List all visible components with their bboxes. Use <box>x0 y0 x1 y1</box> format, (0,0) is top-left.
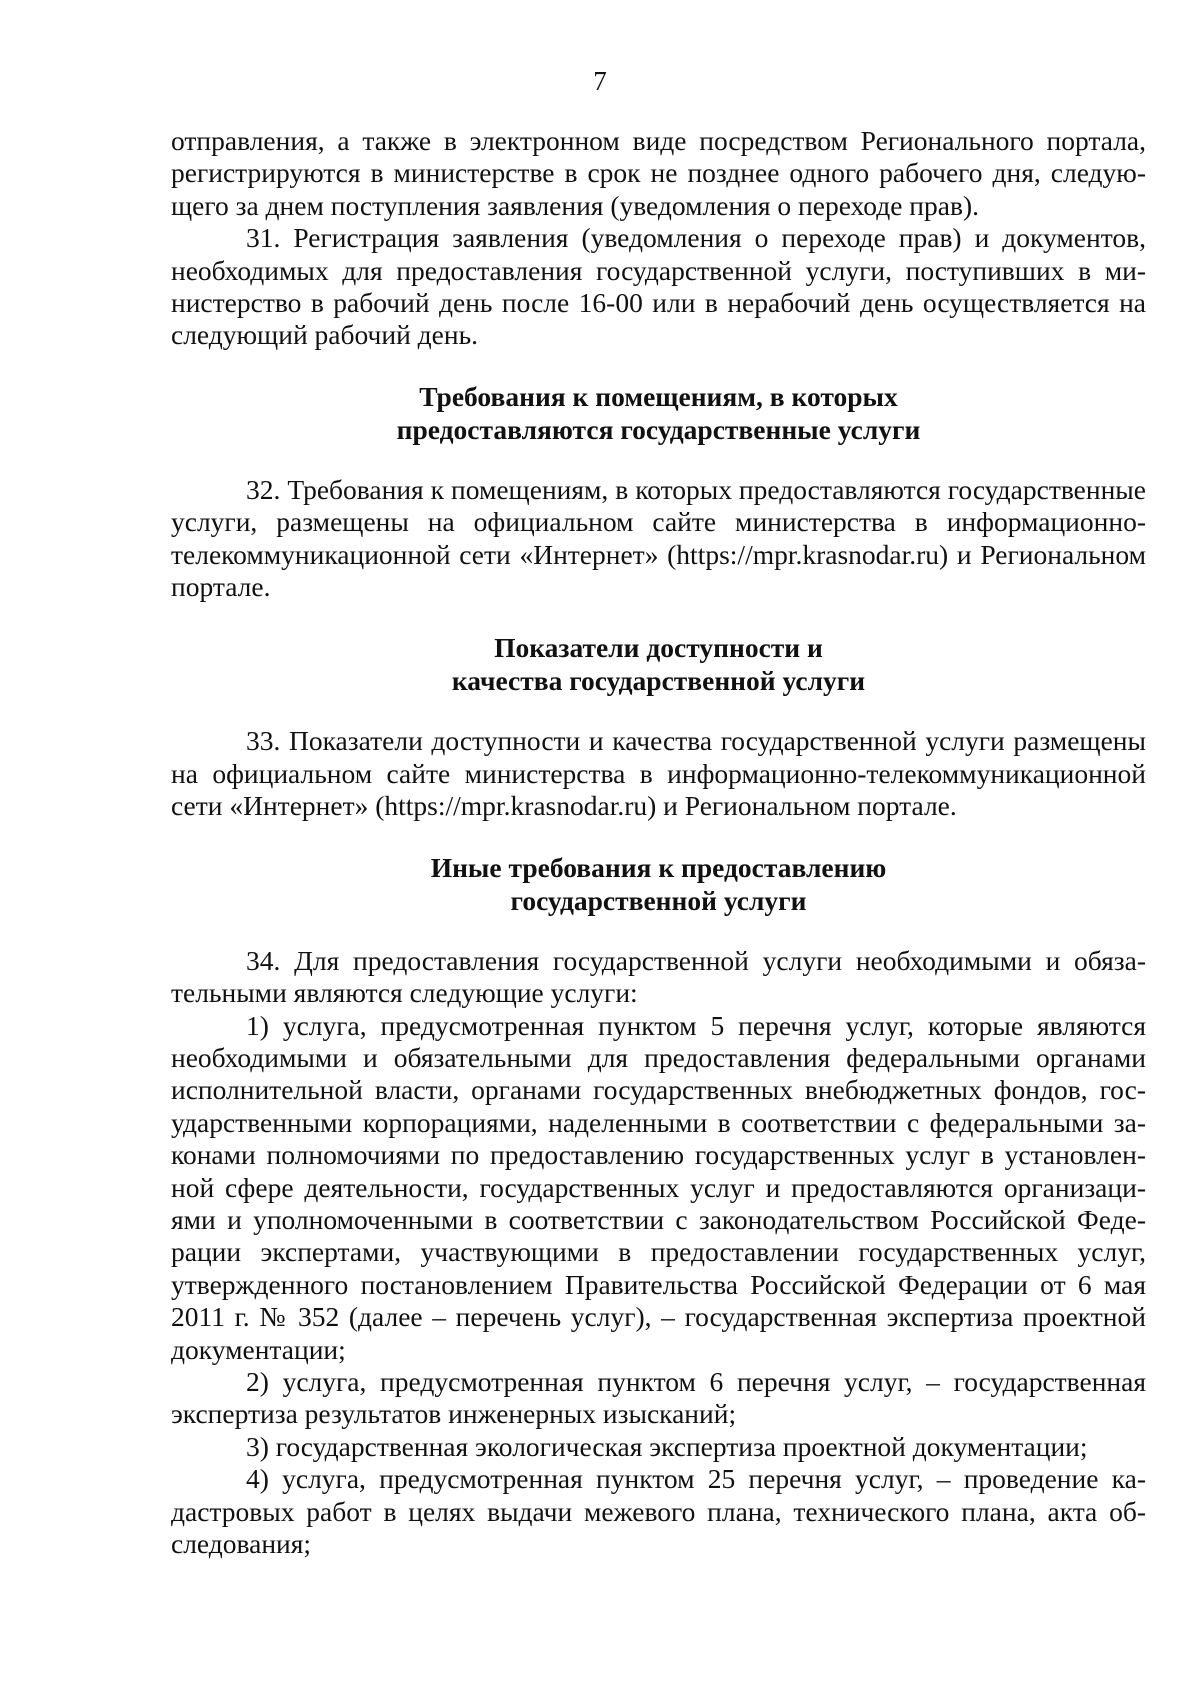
paragraph-33: 33. Показатели доступности и качества государственной услуги размещены на официальном сайте министерства в информационно-телекоммуникационной сети «Интернет» (https://mpr.krasnodar.ru) и Региональном портале. <box>171 725 1146 822</box>
heading-line: Требования к помещениям, в которых <box>419 380 898 412</box>
paragraph-32: 32. Требования к помещениям, в которых предоставляются государственные услуги, размещены на официальном сайте министерства в информационно-телекоммуникационной сети «Интернет» (https://mpr.krasnodar.ru) и Региональном портале. <box>171 473 1146 603</box>
section-heading-other-requirements <box>171 851 1146 917</box>
heading-line: Показатели доступности и <box>494 632 823 664</box>
list-item: 1) услуга, предусмотренная пунктом 5 перечня услуг, которые являются необходимыми и обязательными для предоставления федеральными органами исполнительной власти, органами государственных внебюджетных фондов, государственными корпорациями, наделенными в соответствии с федеральными законами полномочиями по предоставлению государственных услуг в установленной сфере деятельности, государственных услуг и предоставляются организациями и уполномоченными в соответствии с законодательством Российской Федерации экспертами, участвующими в предоставлении государственных услуг, утвержденного постановлением Правительства Российской Федерации от 6 мая 2011 г. № 352 (далее – перечень услуг), – государственная экспертиза проектной документации; <box>171 1009 1146 1365</box>
list-item: 3) государственная экологическая экспертиза проектной документации; <box>246 1430 1088 1462</box>
paragraph-31: 31. Регистрация заявления (уведомления о переходе прав) и документов, необходимых для предоставления государственной услуги, поступивших в министерство в рабочий день после 16-00 или в нерабочий день осуществляется на следующий рабочий день. <box>171 222 1146 351</box>
list-item: 4) услуга, предусмотренная пунктом 25 перечня услуг, – проведение кадастровых работ в целях выдачи межевого плана, технического плана, акта обследования; <box>171 1463 1146 1559</box>
list-item: 2) услуга, предусмотренная пунктом 6 перечня услуг, – государственная экспертиза результатов инженерных изысканий; <box>171 1365 1146 1430</box>
paragraph-continuation: отправления, а также в электронном виде посредством Регионального портала, регистрируются в министерстве в срок не позднее одного рабочего дня, следующего за днем поступления заявления (уведомления о переходе прав). <box>171 125 1146 221</box>
heading-line: предоставляются государственные услуги <box>396 413 921 445</box>
paragraph-34: 34. Для предоставления государственной услуги необходимыми и обязательными являются следующие услуги: <box>171 944 1146 1009</box>
section-heading-indicators <box>171 631 1146 697</box>
heading-line: качества государственной услуги <box>451 665 866 697</box>
document-body <box>171 125 1146 1560</box>
section-heading-premises <box>171 380 1146 446</box>
page-number: 7 <box>593 66 607 96</box>
heading-line: государственной услуги <box>510 884 807 916</box>
heading-line: Иные требования к предоставлению <box>430 851 887 883</box>
